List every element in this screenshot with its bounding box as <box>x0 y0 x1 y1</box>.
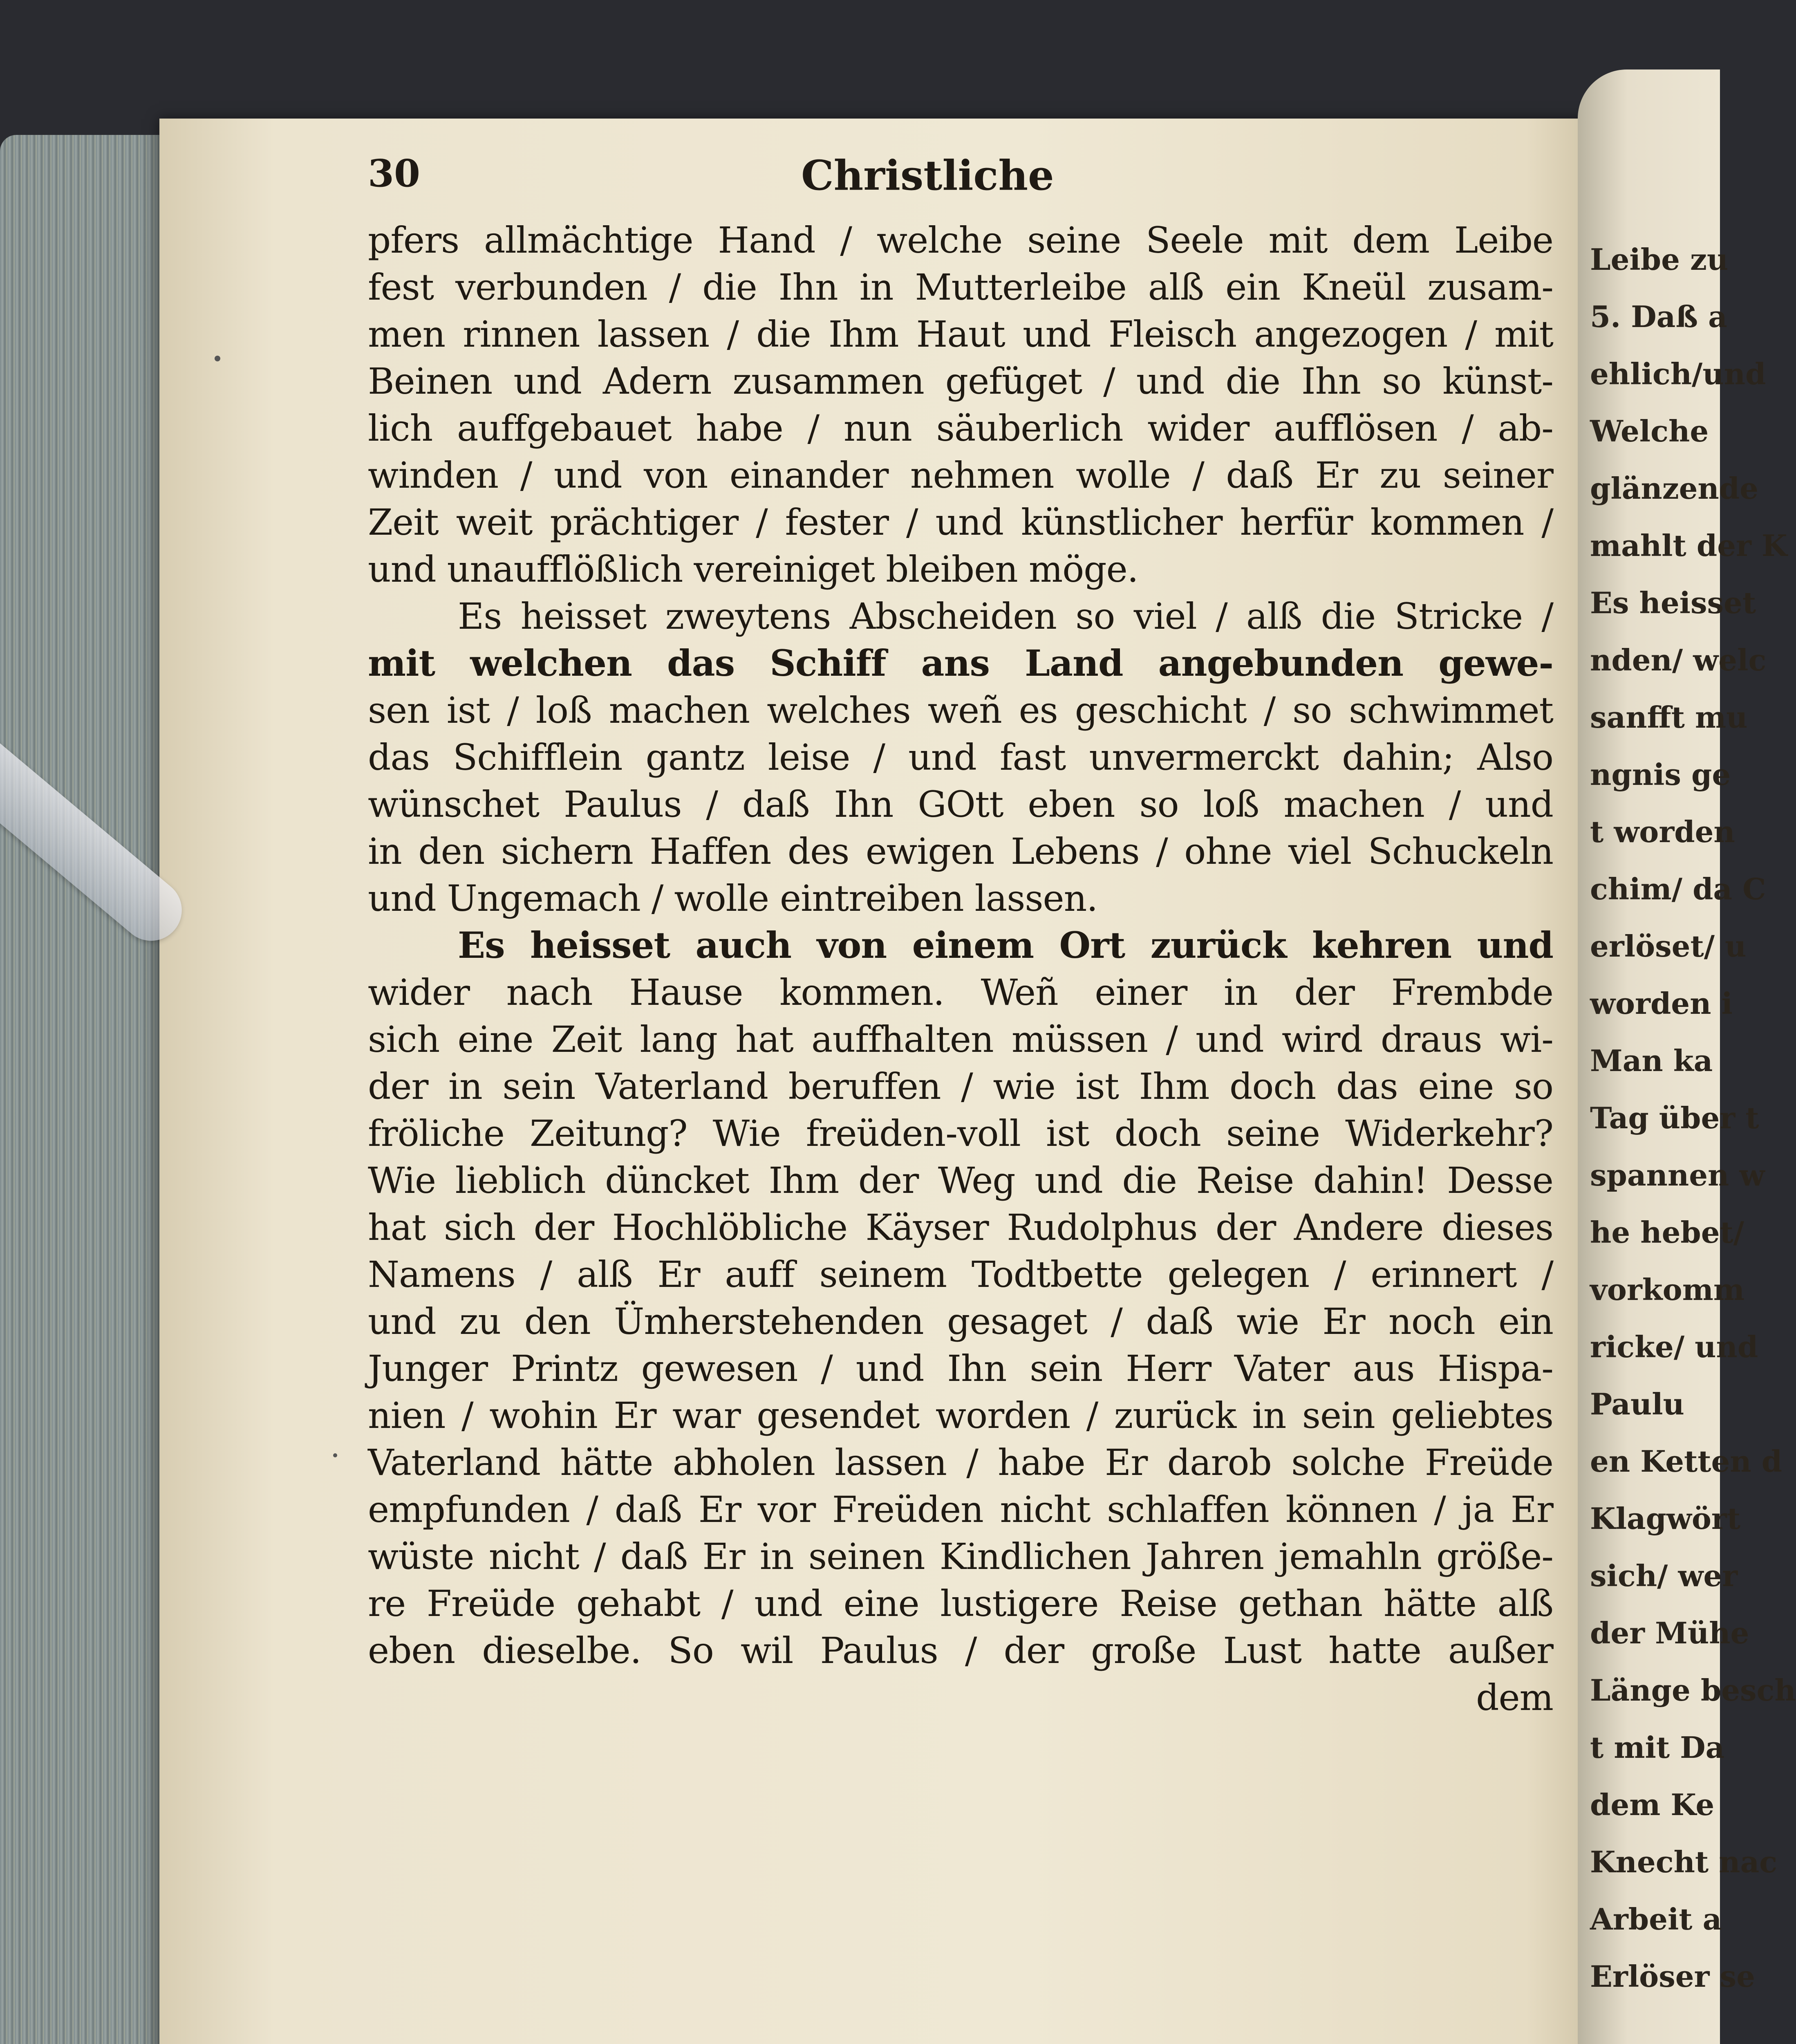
text-line: winden / und von einander nehmen wolle / daß Er zu seiner <box>368 454 1553 496</box>
page-header <box>368 151 1553 200</box>
facing-line: Klagwört <box>1590 1501 1741 1536</box>
facing-line: t mit Da <box>1590 1730 1725 1765</box>
text-line: nien / wohin Er war gesendet worden / zurück in sein geliebtes <box>368 1394 1553 1437</box>
facing-line: ehlich/und <box>1590 356 1766 391</box>
text-line: Junger Printz gewesen / und Ihn sein Herr Vater aus Hispa- <box>368 1347 1553 1390</box>
facing-line: erlöset/ u <box>1590 929 1747 964</box>
text-line: empfunden / daß Er vor Freüden nicht schlaffen können / ja Er <box>368 1488 1553 1531</box>
ink-speck <box>215 356 220 361</box>
facing-line: Welche <box>1590 414 1709 448</box>
facing-line: vorkomm <box>1590 1272 1745 1307</box>
facing-line: ricke/ und <box>1590 1329 1758 1364</box>
facing-line: chim/ da C <box>1590 872 1766 906</box>
facing-line: Erlöser se <box>1590 1959 1755 1994</box>
page-number: 30 <box>368 151 421 195</box>
facing-line: 5. Daß a <box>1590 299 1727 334</box>
ink-speck <box>333 1453 337 1457</box>
text-line: und Ungemach / wolle eintreiben lassen. <box>368 877 1098 919</box>
facing-line: Tag über t <box>1590 1100 1759 1135</box>
text-line: wünschet Paulus / daß Ihn GOtt eben so loß machen / und <box>368 783 1553 825</box>
text-line: Namens / alß Er auff seinem Todtbette gelegen / erinnert / <box>368 1253 1553 1295</box>
facing-line: ngnis ge <box>1590 757 1731 792</box>
text-line: das Schifflein gantz leise / und fast unvermerckt dahin; Also <box>368 736 1553 778</box>
text-line: Es heisset auch von einem Ort zurück kehren und <box>458 924 1553 966</box>
text-line: wider nach Hause kommen. Weñ einer in der Frembde <box>368 971 1553 1013</box>
text-line: pfers allmächtige Hand / welche seine Seele mit dem Leibe <box>368 219 1553 261</box>
text-line: der in sein Vaterland beruffen / wie ist Ihm doch das eine so <box>368 1065 1553 1107</box>
text-line: eben dieselbe. So wil Paulus / der große Lust hatte außer <box>368 1629 1553 1672</box>
facing-page-fragment <box>1578 69 1796 2044</box>
text-line: sen ist / loß machen welches weñ es geschicht / so schwimmet <box>368 689 1553 731</box>
text-line: und zu den Ümherstehenden gesaget / daß wie Er noch ein <box>368 1300 1553 1342</box>
facing-line: Arbeit a <box>1590 1902 1722 1936</box>
text-line: Es heisset zweytens Abscheiden so viel / alß die Stricke / <box>458 595 1553 637</box>
text-line: sich eine Zeit lang hat auffhalten müssen / und wird draus wi- <box>368 1018 1553 1060</box>
text-line: Zeit weit prächtiger / fester / und künstlicher herfür kommen / <box>368 501 1553 543</box>
text-line: in den sichern Haffen des ewigen Lebens / ohne viel Schuckeln <box>368 830 1553 872</box>
running-title: Christliche <box>801 151 1054 199</box>
text-line: und unaufflößlich vereiniget bleiben möge. <box>368 548 1138 590</box>
body-text <box>368 217 1553 1721</box>
facing-line: glänzende <box>1590 471 1758 506</box>
book-page-edges <box>0 135 172 2044</box>
text-line: Beinen und Adern zusammen gefüget / und die Ihn so künst- <box>368 360 1553 402</box>
facing-line: en Ketten d <box>1590 1444 1783 1479</box>
text-line: wüste nicht / daß Er in seinen Kindlichen Jahren jemahln größe- <box>368 1535 1553 1578</box>
facing-line: sanfft mu <box>1590 700 1748 735</box>
facing-line: sich/ wer <box>1590 1558 1738 1593</box>
facing-line: Knecht nac <box>1590 1845 1778 1879</box>
text-line: hat sich der Hochlöbliche Käyser Rudolphus der Andere dieses <box>368 1206 1553 1248</box>
text-line: fest verbunden / die Ihn in Mutterleibe alß ein Kneül zusam- <box>368 266 1553 308</box>
facing-line: Paulu <box>1590 1387 1684 1421</box>
text-line: mit welchen das Schiff ans Land angebunden gewe- <box>368 642 1553 684</box>
facing-line: spannen w <box>1590 1158 1765 1192</box>
facing-line: Leibe zu <box>1590 242 1729 277</box>
facing-line: Länge besch <box>1590 1673 1796 1708</box>
catchword: dem <box>1476 1676 1553 1719</box>
facing-line: he hebet/ <box>1590 1215 1744 1250</box>
text-line: fröliche Zeitung? Wie freüden-voll ist doch seine Widerkehr? <box>368 1112 1553 1154</box>
text-line: Wie lieblich düncket Ihm der Weg und die Reise dahin! Desse <box>368 1159 1553 1201</box>
facing-line: nden/ welc <box>1590 643 1767 677</box>
text-line: re Freüde gehabt / und eine lustigere Reise gethan hätte alß <box>368 1582 1553 1625</box>
facing-line: dem Ke <box>1590 1787 1715 1822</box>
facing-line: t worden <box>1590 814 1735 849</box>
facing-line: der Mühe <box>1590 1616 1749 1650</box>
facing-line: worden i <box>1590 986 1733 1021</box>
text-line: Vaterland hätte abholen lassen / habe Er darob solche Freüde <box>368 1441 1553 1484</box>
text-line: men rinnen lassen / die Ihm Haut und Fleisch angezogen / mit <box>368 313 1553 355</box>
facing-line: Es heisset <box>1590 585 1756 620</box>
facing-line: Man ka <box>1590 1043 1713 1078</box>
facing-line: mahlt der K <box>1590 528 1787 563</box>
text-line: lich auffgebauet habe / nun säuberlich wider aufflösen / ab- <box>368 407 1553 449</box>
